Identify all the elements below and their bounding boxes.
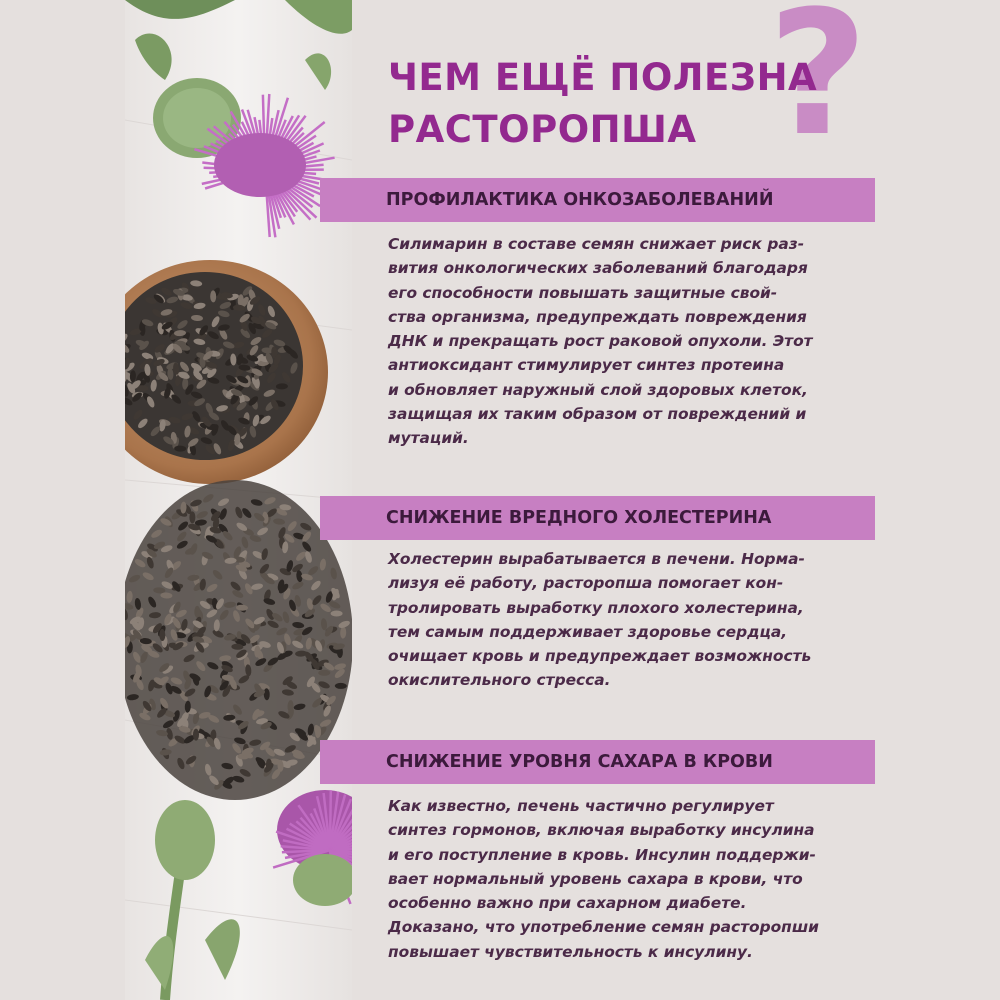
seed <box>331 611 343 617</box>
body-line: Как известно, печень частично регулирует <box>388 797 774 815</box>
body-line: синтез гормонов, включая выработку инсулина <box>388 821 815 840</box>
section-body-cholesterol <box>388 547 868 693</box>
body-line: вает нормальный уровень сахара в крови, что <box>388 869 803 888</box>
section-header-cancer-prevention <box>320 178 875 222</box>
section-heading: СНИЖЕНИЕ УРОВНЯ САХАРА В КРОВИ <box>386 752 773 772</box>
body-line: лизуя её работу, расторопша помогает кон- <box>388 574 784 593</box>
question-mark-glyph: ? <box>768 0 868 174</box>
body-line: ДНК и прекращать рост раковой опухоли. Этот <box>388 332 813 351</box>
body-line: очищает кровь и предупреждает возможность <box>388 647 812 666</box>
body-line: повышает чувствительность к инсулину. <box>388 942 753 961</box>
title-line-2: РАСТОРОПША <box>388 108 697 151</box>
thistle-seeds-illustration <box>125 0 352 1000</box>
section-heading: СНИЖЕНИЕ ВРЕДНОГО ХОЛЕСТЕРИНА <box>386 508 772 528</box>
section-body-cancer-prevention <box>388 232 868 451</box>
body-line: защищая их таким образом от повреждений и <box>388 405 807 424</box>
seed <box>193 729 199 741</box>
body-line: Холестерин вырабатывается в печени. Норма- <box>388 550 805 568</box>
body-line: ства организма, предупреждать повреждения <box>388 307 807 326</box>
page-title <box>388 52 848 156</box>
section-header-blood-sugar <box>320 740 875 784</box>
body-line: особенно важно при сахарном диабете. <box>388 894 747 913</box>
body-line: его способности повышать защитные свой- <box>388 283 778 302</box>
body-line: мутаций. <box>388 429 469 448</box>
body-line: Силимарин в составе семян снижает риск раз- <box>388 235 805 253</box>
seed-pile-icon <box>125 480 352 800</box>
seed <box>189 511 195 523</box>
body-line: тролировать выработку плохого холестерина, <box>388 598 804 617</box>
thistle-photo-strip <box>125 0 352 1000</box>
section-heading: ПРОФИЛАКТИКА ОНКОЗАБОЛЕВАНИЙ <box>386 190 774 210</box>
body-line: вития онкологических заболеваний благодаря <box>388 259 808 278</box>
section-header-cholesterol <box>320 496 875 540</box>
body-line: окислительного стресса. <box>388 671 611 690</box>
section-body-blood-sugar <box>388 794 868 964</box>
body-line: и обновляет наружный слой здоровых клеток, <box>388 380 808 399</box>
body-line: антиоксидант стимулирует синтез протеина <box>388 356 785 375</box>
body-line: и его поступление в кровь. Инсулин поддержи- <box>388 845 816 864</box>
title-line-1: ЧЕМ ЕЩЁ ПОЛЕЗНА <box>388 56 818 99</box>
body-line: Доказано, что употребление семян расторопши <box>388 918 819 937</box>
body-line: тем самым поддерживает здоровье сердца, <box>388 622 788 641</box>
